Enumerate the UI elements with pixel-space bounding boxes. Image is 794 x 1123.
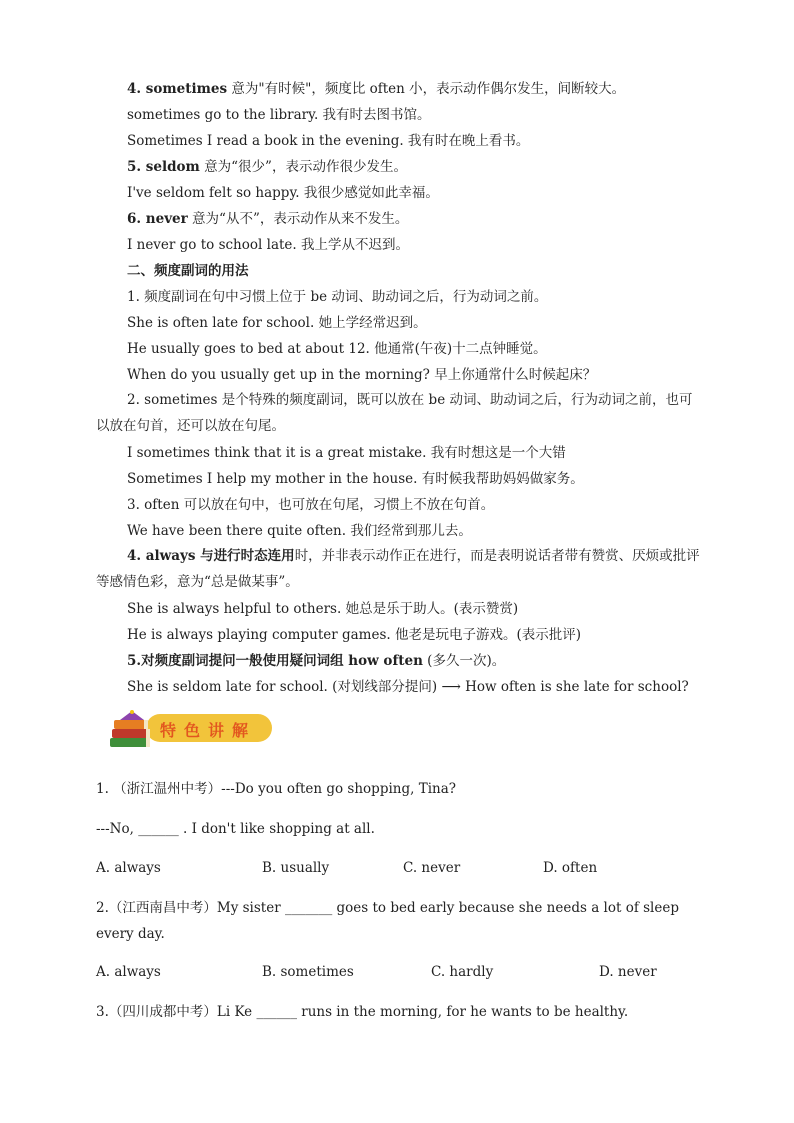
heading-never [127,210,408,228]
example-sentence: We have been there quite often. 我们经常到那儿去。 [127,523,472,539]
option-a: A. always [96,964,161,980]
definition-text: 意为“很少”，表示动作很少发生。 [199,159,407,175]
question-stem: ---No, ______ . I don't like shopping at all. [96,821,375,837]
question-stem: every day. [96,926,165,942]
example-sentence: I never go to school late. 我上学从不迟到。 [127,237,409,253]
feature-badge [106,708,272,748]
example-sentence: When do you usually get up in the morning? 早上你通常什么时候起床？ [127,367,597,383]
rule-text: 3. often 可以放在句中，也可放在句尾，习惯上不放在句首。 [127,497,495,513]
option-d: D. never [599,964,657,980]
example-sentence: She is seldom late for school. (对划线部分提问) ⟶ How often is she late for school? [127,679,689,695]
option-b: B. usually [262,860,330,876]
question-stem: 2.（江西南昌中考）My sister _______ goes to bed early because she needs a lot of sleep [96,900,679,916]
badge-label: 特色讲解 [160,721,257,740]
rule-text [96,543,700,595]
example-sentence: Sometimes I help my mother in the house. 有时候我帮助妈妈做家务。 [127,471,584,487]
option-c: C. never [403,860,461,876]
option-a: A. always [96,860,161,876]
books-icon [106,708,162,752]
example-sentence: She is always helpful to others. 她总是乐于助人。(表示赞赏) [127,601,519,617]
question-stem: 1. （浙江温州中考）---Do you often go shopping, Tina? [96,781,456,797]
rule-head: 4. always 与进行时态连用 [127,548,295,564]
definition-text: 意为"有时候"，频度比 often 小，表示动作偶尔发生，间断较大。 [227,81,626,97]
term-sometimes: 4. sometimes [127,81,228,97]
term-never: 6. never [127,211,188,227]
option-d: D. often [543,860,598,876]
example-sentence: He usually goes to bed at about 12. 他通常(午夜)十二点钟睡觉。 [127,341,547,357]
option-b: B. sometimes [262,964,354,980]
rule-text: 2. sometimes 是个特殊的频度副词，既可以放在 be 动词、助动词之后，行为动词之前，也可以放在句首，还可以放在句尾。 [96,392,693,434]
rule-body: 时，并非表示动作正在进行，而是表明说话者带有赞赏、厌烦或批评等感情色彩，意为“总是做某事”。 [96,548,700,590]
example-sentence: Sometimes I read a book in the evening. 我有时在晚上看书。 [127,133,530,149]
rule-text: 1. 频度副词在句中习惯上位于 be 动词、助动词之后，行为动词之前。 [127,289,548,305]
example-sentence: I sometimes think that it is a great mistake. 我有时想这是一个大错 [127,445,566,461]
rule-text [127,652,505,670]
question-stem: 3.（四川成都中考）Li Ke ______ runs in the morning, for he wants to be healthy. [96,1004,629,1020]
rule-body: (多久一次)。 [422,653,506,669]
heading-seldom [127,158,407,176]
example-sentence: sometimes go to the library. 我有时去图书馆。 [127,107,431,123]
definition-text: 意为“从不”，表示动作从来不发生。 [187,211,409,227]
section-title: 二、频度副词的用法 [127,263,249,279]
heading-sometimes [127,80,625,98]
example-sentence: He is always playing computer games. 他老是玩电子游戏。(表示批评) [127,627,581,643]
rule-head: 5.对频度副词提问一般使用疑问词组 how often [127,653,423,669]
option-c: C. hardly [431,964,494,980]
example-sentence: I've seldom felt so happy. 我很少感觉如此幸福。 [127,185,439,201]
example-sentence: She is often late for school. 她上学经常迟到。 [127,315,427,331]
term-seldom: 5. seldom [127,159,200,175]
